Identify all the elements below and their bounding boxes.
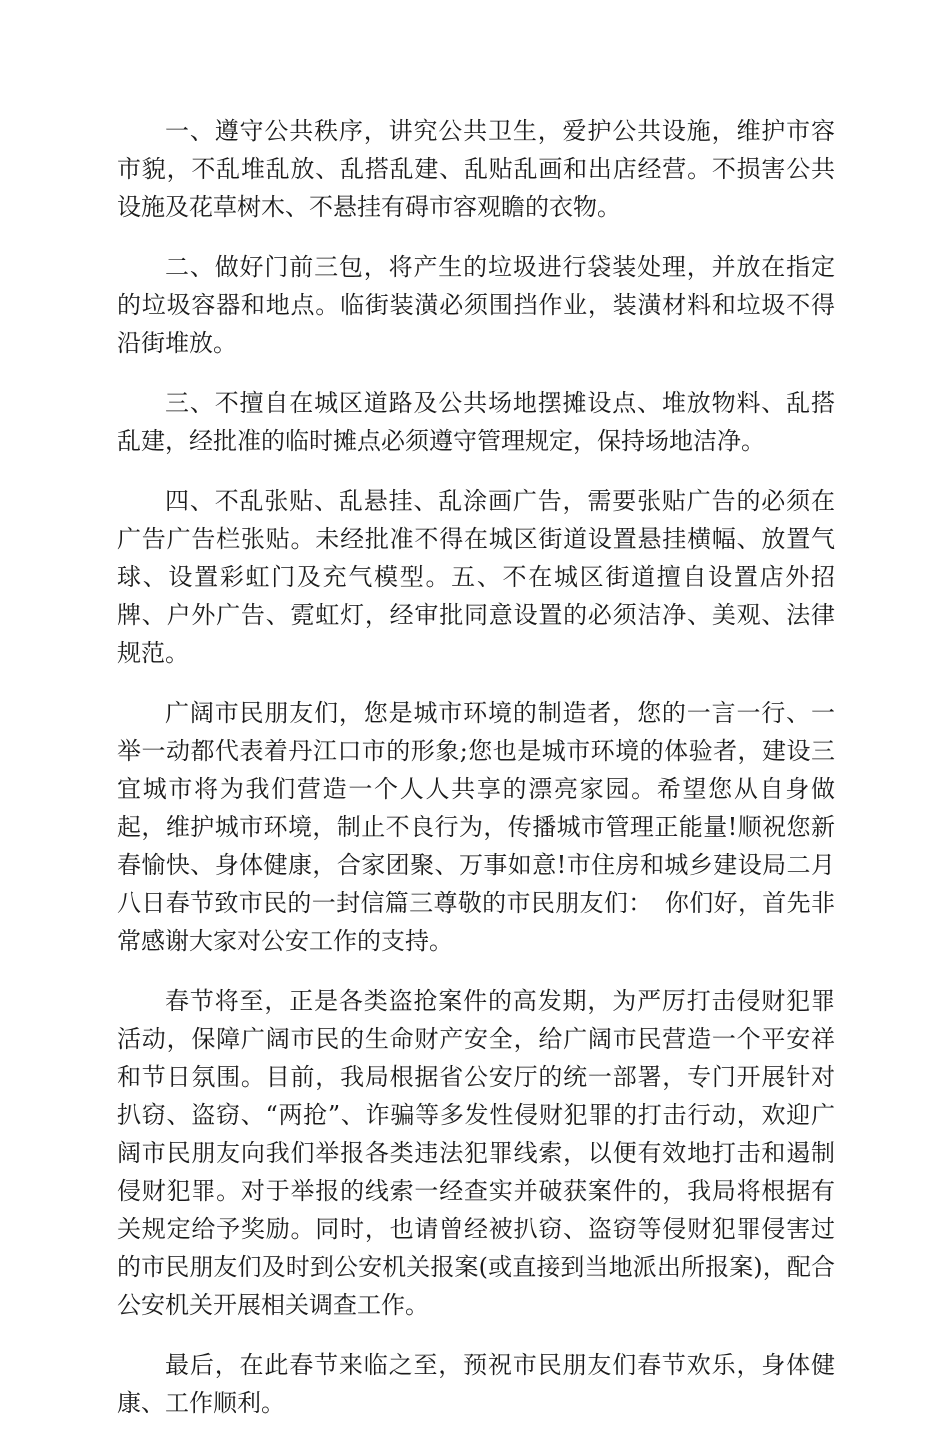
paragraph-6: 春节将至，正是各类盗抢案件的高发期，为严厉打击侵财犯罪活动，保障广阔市民的生命财产安全，给广阔市民营造一个平安祥和节日氛围。目前，我局根据省公安厅的统一部署，专门开展针对扒窃、盗窃、“两抢”、诈骗等多发性侵财犯罪的打击行动，欢迎广阔市民朋友向我们举报各类违法犯罪线索，以便有效地打击和遏制侵财犯罪。对于举报的线索一经查实并破获案件的，我局将根据有关规定给予奖励。同时，也请曾经被扒窃、盗窃等侵财犯罪侵害过的市民朋友们及时到公安机关报案(或直接到当地派出所报案)，配合公安机关开展相关调查工作。 — [117, 987, 835, 1319]
paragraph-1: 一、遵守公共秩序，讲究公共卫生，爱护公共设施，维护市容市貌，不乱堆乱放、乱搭乱建、乱贴乱画和出店经营。不损害公共设施及花草树木、不悬挂有碍市容观瞻的衣物。 — [117, 117, 835, 221]
paragraph-2: 二、做好门前三包，将产生的垃圾进行袋装处理，并放在指定的垃圾容器和地点。临街装潢必须围挡作业，装潢材料和垃圾不得沿街堆放。 — [117, 253, 835, 357]
paragraph-7: 最后，在此春节来临之至，预祝市民朋友们春节欢乐，身体健康、工作顺利。 — [117, 1351, 835, 1417]
paragraph-5: 广阔市民朋友们，您是城市环境的制造者，您的一言一行、一举一动都代表着丹江口市的形象;您也是城市环境的体验者，建设三宜城市将为我们营造一个人人共享的漂亮家园。希望您从自身做起，维护城市环境，制止不良行为，传播城市管理正能量!顺祝您新春愉快、身体健康，合家团聚、万事如意!市住房和城乡建设局二月八日春节致市民的一封信篇三尊敬的市民朋友们： 你们好，首先非常感谢大家对公安工作的支持。 — [117, 699, 835, 955]
document-body — [117, 112, 835, 1444]
paragraph-3: 三、不擅自在城区道路及公共场地摆摊设点、堆放物料、乱搭乱建，经批准的临时摊点必须遵守管理规定，保持场地洁净。 — [117, 389, 835, 455]
paragraph-4: 四、不乱张贴、乱悬挂、乱涂画广告，需要张贴广告的必须在广告广告栏张贴。未经批准不得在城区街道设置悬挂横幅、放置气球、设置彩虹门及充气模型。五、不在城区街道擅自设置店外招牌、户外广告、霓虹灯，经审批同意设置的必须洁净、美观、法律规范。 — [117, 487, 835, 667]
